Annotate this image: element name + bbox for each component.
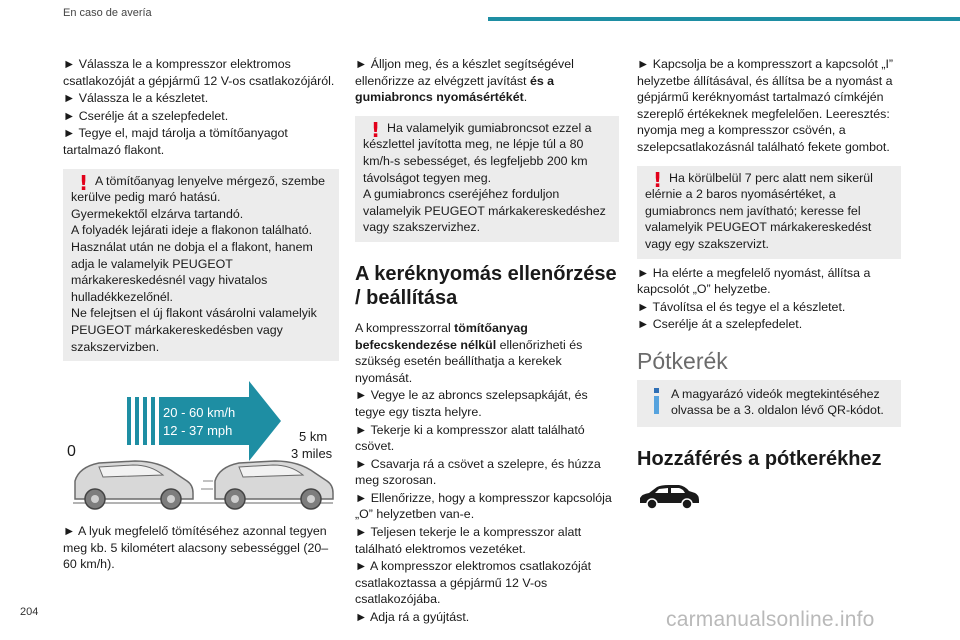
distance-km-label: 5 km — [299, 429, 328, 445]
step-text: ► Ha elérte a megfelelő nyomást, állítsa a kapcsolót „O” helyzetbe. — [637, 265, 871, 297]
step-text: ► Válassza le a kompresszor elektromos csatlakozóját a gépjármű 12 V-os csatlakozójáról. — [63, 57, 335, 88]
column-1 — [63, 56, 339, 574]
step-text: ► Cserélje át a szelepfedelet. — [637, 317, 803, 332]
warning-text: Használat után ne dobja el a flakont, hanem adja le valamelyik PEUGEOT márkakereskedésnél vagy hivatalos hulladékkezelőnél. — [71, 239, 313, 304]
step-text: ► Álljon meg, és a készlet segítségével ellenőrizze az elvégzett javítást és a gumiabroncs nyomásértékét. — [355, 57, 574, 105]
body-text: A kompresszorral tömítőanyag befecskendezése nélkül ellenőrizheti és szükség esetén beállíthatja a kerekek nyomását. — [355, 320, 583, 385]
arrow-stripe — [127, 397, 131, 445]
warning-exclamation-icon: ! — [79, 170, 89, 195]
page-number: 204 — [20, 606, 39, 618]
warning-text: A gumiabroncs cseréjéhez forduljon valamelyik PEUGEOT márkakereskedéshez vagy szakszervizhez. — [363, 187, 606, 235]
step-text: ► Válassza le a készletet. — [63, 91, 209, 106]
chapter-title: Pótkerék — [637, 347, 728, 374]
arrow-stripe — [151, 397, 155, 445]
warning-box — [637, 166, 901, 259]
step-text: ► Tegye el, majd tárolja a tömítőanyagot tartalmazó flakont. — [63, 126, 288, 157]
warning-exclamation-icon: ! — [653, 167, 663, 192]
step-text: ► Csavarja rá a csövet a szelepre, és húzza meg szorosan. — [355, 456, 601, 488]
running-header: En caso de avería — [63, 7, 152, 19]
column-3 — [637, 56, 901, 515]
step-text: ► Adja rá a gyújtást. — [355, 610, 470, 625]
arrow-stripe — [143, 397, 147, 445]
watermark: carmanualsonline.info — [666, 608, 875, 631]
warning-box — [63, 169, 339, 362]
step-text: ► Teljesen tekerje le a kompresszor alatt található elektromos vezetéket. — [355, 525, 582, 556]
speed-mph-label: 12 - 37 mph — [163, 423, 233, 439]
step-text: ► A kompresszor elektromos csatlakozóját csatlakoztassa a gépjármű 12 V-os csatlakozójába. — [355, 559, 592, 607]
section-heading: Hozzáférés a pótkerékhez — [637, 447, 882, 470]
info-text: A magyarázó videók megtekintéséhez olvassa be a 3. oldalon lévő QR-kódot. — [671, 386, 884, 418]
header-accent-bar — [488, 17, 960, 21]
warning-text: A folyadék lejárati ideje a flakonon található. — [71, 223, 313, 238]
step-text: ► Vegye le az abroncs szelepsapkáját, és tegye egy tiszta helyre. — [355, 388, 588, 419]
warning-text: Ha valamelyik gumiabroncsot ezzel a készlettel javította meg, ne lépje túl a 80 km/h-s sebességet, és legfeljebb 200 km távolságot tegyen meg. — [363, 120, 592, 185]
car-rear-left-icon — [75, 461, 193, 509]
speed-distance-diagram — [63, 381, 339, 511]
speed-arrow — [159, 381, 281, 461]
warning-text: Gyermekektől elzárva tartandó. — [71, 206, 244, 221]
step-text: ► Ellenőrizze, hogy a kompresszor kapcsolója „O” helyzetben van-e. — [355, 490, 612, 522]
distance-miles-label: 3 miles — [291, 446, 333, 462]
suv-car-icon — [637, 481, 701, 511]
step-text: ► Tekerje ki a kompresszor alatt található csövet. — [355, 422, 585, 454]
car-rear-right-icon — [201, 461, 333, 509]
speed-kmh-label: 20 - 60 km/h — [163, 405, 236, 421]
warning-box — [355, 116, 619, 242]
section-heading: A keréknyomás ellenőrzése / beállítása — [355, 262, 617, 309]
step-text: ► Távolítsa el és tegye el a készletet. — [637, 299, 846, 314]
step-text: ► A lyuk megfelelő tömítéséhez azonnal tegyen meg kb. 5 kilométert alacsony sebességgel (20–60 km/h). — [63, 524, 329, 572]
info-box — [637, 380, 901, 427]
warning-exclamation-icon: ! — [371, 117, 381, 142]
info-icon — [654, 388, 659, 414]
warning-text: Ha körülbelül 7 perc alatt nem sikerül elérnie a 2 baros nyomásértéket, a gumiabroncs nem javítható; keresse fel valamelyik PEUGEOT márkakereskedést vagy egy szakszervizt. — [645, 170, 873, 251]
driving-speed-illustration — [63, 381, 339, 511]
step-text: ► Kapcsolja be a kompresszort a kapcsolót „I” helyzetbe állításával, és állítsa be a nyomást a gépjármű keréknyomást tartalmazó címkéjén szereplő értékeknek megfelelően. Leeresztés: nyomja meg a kompresszor csövén, a szelepcsatlakozásnál található fekete gombot. — [637, 57, 894, 154]
start-distance-label: 0 — [67, 443, 76, 461]
warning-text: Ne felejtsen el új flakont vásárolni valamelyik PEUGEOT márkakereskedésben vagy szakszervizben. — [71, 306, 317, 354]
step-text: ► Cserélje át a szelepfedelet. — [63, 108, 229, 123]
warning-text: A tömítőanyag lenyelve mérgező, szembe kerülve pedig maró hatású. — [71, 173, 326, 205]
arrow-stripe — [135, 397, 139, 445]
column-2 — [355, 56, 619, 627]
